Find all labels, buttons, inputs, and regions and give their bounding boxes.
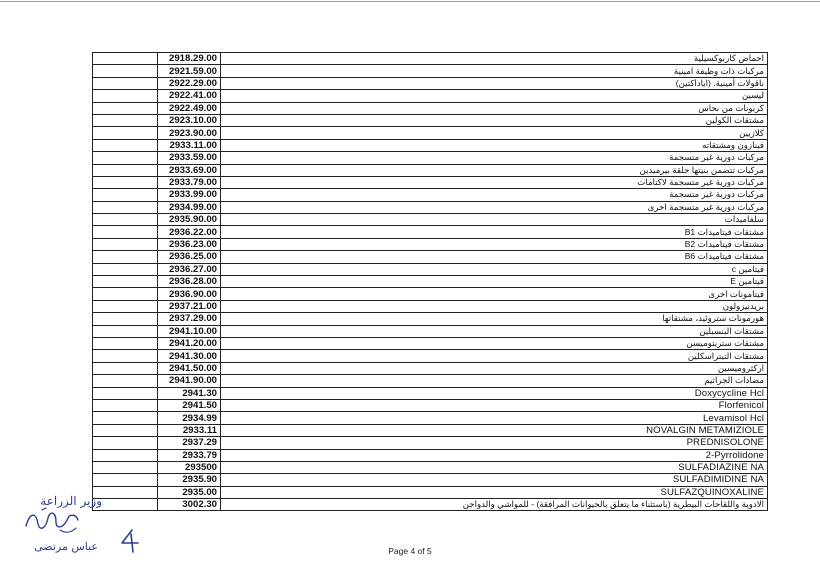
description-cell: مركبات دورية غير متسجمة: [221, 189, 768, 201]
table-row: [93, 325, 768, 337]
hs-code-cell: 2933.59.00: [158, 152, 221, 164]
hs-code-cell: 2941.90.00: [158, 375, 221, 387]
blank-cell: [93, 461, 158, 473]
hs-code-cell: 2941.30: [158, 387, 221, 399]
tariff-table-body: [93, 53, 768, 511]
blank-cell: [93, 127, 158, 139]
blank-cell: [93, 53, 158, 65]
blank-cell: [93, 424, 158, 436]
table-row: [93, 461, 768, 473]
hs-code-cell: 2935.90.00: [158, 214, 221, 226]
blank-cell: [93, 139, 158, 151]
blank-cell: [93, 238, 158, 250]
description-cell: Doxycycline Hcl: [221, 387, 768, 399]
blank-cell: [93, 437, 158, 449]
hs-code-cell: 2936.28.00: [158, 276, 221, 288]
description-cell: مشتقات ستربتوميسن: [221, 337, 768, 349]
hs-code-cell: 2936.27.00: [158, 263, 221, 275]
hs-code-cell: 2936.90.00: [158, 288, 221, 300]
hs-code-cell: 2934.99: [158, 412, 221, 424]
blank-cell: [93, 313, 158, 325]
hs-code-cell: 2933.79.00: [158, 176, 221, 188]
description-cell: SULFADIAZINE NA: [221, 461, 768, 473]
table-row: [93, 214, 768, 226]
table-row: [93, 201, 768, 213]
blank-cell: [93, 412, 158, 424]
blank-cell: [93, 375, 158, 387]
blank-cell: [93, 362, 158, 374]
hs-code-cell: 2923.90.00: [158, 127, 221, 139]
hs-code-cell: 2941.50: [158, 399, 221, 411]
description-cell: مشتقات الكولين: [221, 114, 768, 126]
table-row: [93, 387, 768, 399]
table-row: [93, 288, 768, 300]
description-cell: مشتقات فيتاميدات B2: [221, 238, 768, 250]
table-row: [93, 499, 768, 511]
table-row: [93, 375, 768, 387]
description-cell: سلفاميدات: [221, 214, 768, 226]
blank-cell: [93, 176, 158, 188]
description-cell: اركثروميسين: [221, 362, 768, 374]
hs-code-cell: 2933.11: [158, 424, 221, 436]
blank-cell: [93, 337, 158, 349]
table-row: [93, 449, 768, 461]
blank-cell: [93, 251, 158, 263]
description-cell: مركبات دورية غير متسجمة اخرى: [221, 201, 768, 213]
hs-code-cell: 2923.10.00: [158, 114, 221, 126]
description-cell: مركبات ذات وظيفة امينية: [221, 65, 768, 77]
description-cell: SULFADIMIDINE NA: [221, 474, 768, 486]
blank-cell: [93, 189, 158, 201]
top-rule: [0, 1, 820, 2]
blank-cell: [93, 77, 158, 89]
description-cell: مشتقات فيتاميدات B6: [221, 251, 768, 263]
blank-cell: [93, 387, 158, 399]
description-cell: فيتامين E: [221, 276, 768, 288]
description-cell: مشتقات فيتاميدات B1: [221, 226, 768, 238]
hs-code-cell: 2937.29.00: [158, 313, 221, 325]
table-row: [93, 474, 768, 486]
blank-cell: [93, 114, 158, 126]
table-row: [93, 114, 768, 126]
blank-cell: [93, 325, 158, 337]
description-cell: مركبات تتضمن بنيتها حلقة بيرميدين: [221, 164, 768, 176]
description-cell: مركبات دورية غير متسجمة لاكتامات: [221, 176, 768, 188]
table-row: [93, 362, 768, 374]
table-row: [93, 189, 768, 201]
table-row: [93, 238, 768, 250]
blank-cell: [93, 201, 158, 213]
table-row: [93, 424, 768, 436]
description-cell: بريدنيزولون: [221, 300, 768, 312]
hs-code-cell: 2937.29: [158, 437, 221, 449]
table-row: [93, 102, 768, 114]
hs-code-cell: 3002.30: [158, 499, 221, 511]
hs-code-cell: 2934.99.00: [158, 201, 221, 213]
hs-code-cell: 2933.69.00: [158, 164, 221, 176]
description-cell: SULFAZQUINOXALINE: [221, 486, 768, 498]
hs-code-cell: 2935.00: [158, 486, 221, 498]
description-cell: ليسين: [221, 90, 768, 102]
blank-cell: [93, 214, 158, 226]
description-cell: الادوية واللقاحات البيطرية (باستثناء ما يتعلق بالحيوانات المرافقة) - للمواشي والدواجن: [221, 499, 768, 511]
blank-cell: [93, 300, 158, 312]
table-row: [93, 127, 768, 139]
hs-code-cell: 2921.59.00: [158, 65, 221, 77]
table-row: [93, 164, 768, 176]
table-row: [93, 251, 768, 263]
description-cell: Levamisol Hcl: [221, 412, 768, 424]
description-cell: مشتقات البنسيلين: [221, 325, 768, 337]
description-cell: مضادات الجراثيم: [221, 375, 768, 387]
hs-code-cell: 2941.10.00: [158, 325, 221, 337]
hs-code-cell: 2933.11.00: [158, 139, 221, 151]
minister-signature: [8, 492, 108, 564]
hs-code-cell: 293500: [158, 461, 221, 473]
table-row: [93, 486, 768, 498]
hs-code-cell: 2941.50.00: [158, 362, 221, 374]
blank-cell: [93, 288, 158, 300]
blank-cell: [93, 152, 158, 164]
description-cell: كلازيين: [221, 127, 768, 139]
table-row: [93, 152, 768, 164]
signature-name: عباس مرتضى: [34, 540, 98, 553]
table-row: [93, 399, 768, 411]
hs-code-cell: 2922.29.00: [158, 77, 221, 89]
table-row: [93, 139, 768, 151]
table-row: [93, 412, 768, 424]
table-row: [93, 65, 768, 77]
table-row: [93, 176, 768, 188]
hs-code-cell: 2933.99.00: [158, 189, 221, 201]
table-row: [93, 313, 768, 325]
signature-title: وزير الزراعة: [40, 494, 102, 508]
table-row: [93, 53, 768, 65]
blank-cell: [93, 90, 158, 102]
hs-code-cell: 2937.21.00: [158, 300, 221, 312]
description-cell: Florfenicol: [221, 399, 768, 411]
table-row: [93, 77, 768, 89]
blank-cell: [93, 276, 158, 288]
description-cell: مشتقات التيتراسكلين: [221, 350, 768, 362]
description-cell: PREDNISOLONE: [221, 437, 768, 449]
description-cell: فينازون ومشتقاته: [221, 139, 768, 151]
description-cell: احماض كاربوكسيلية: [221, 53, 768, 65]
blank-cell: [93, 399, 158, 411]
description-cell: هورمونات ستروئيد، مشتقاتها: [221, 313, 768, 325]
table-row: [93, 437, 768, 449]
handwritten-signature-icon: [22, 506, 82, 536]
hs-code-cell: 2936.22.00: [158, 226, 221, 238]
table-row: [93, 263, 768, 275]
hs-code-cell: 2922.41.00: [158, 90, 221, 102]
tariff-table: [92, 52, 768, 511]
blank-cell: [93, 164, 158, 176]
hs-code-cell: 2941.30.00: [158, 350, 221, 362]
hs-code-cell: 2936.25.00: [158, 251, 221, 263]
blank-cell: [93, 263, 158, 275]
handwritten-page-mark-icon: [116, 528, 144, 554]
blank-cell: [93, 102, 158, 114]
hs-code-cell: 2918.29.00: [158, 53, 221, 65]
table-row: [93, 276, 768, 288]
blank-cell: [93, 449, 158, 461]
table-row: [93, 90, 768, 102]
hs-code-cell: 2936.23.00: [158, 238, 221, 250]
description-cell: فيتامين c: [221, 263, 768, 275]
blank-cell: [93, 65, 158, 77]
description-cell: ناقولات أمينية. (اياداكتين): [221, 77, 768, 89]
description-cell: مركبات دورية غير متسجمة: [221, 152, 768, 164]
page-number: Page 4 of 5: [388, 546, 432, 556]
table-row: [93, 337, 768, 349]
hs-code-cell: 2941.20.00: [158, 337, 221, 349]
table-row: [93, 350, 768, 362]
description-cell: فيتامونات اخرى: [221, 288, 768, 300]
hs-code-cell: 2935.90: [158, 474, 221, 486]
table-row: [93, 226, 768, 238]
blank-cell: [93, 226, 158, 238]
hs-code-cell: 2933.79: [158, 449, 221, 461]
table-row: [93, 300, 768, 312]
description-cell: كربونات من نحاس: [221, 102, 768, 114]
description-cell: 2-Pyrrolidone: [221, 449, 768, 461]
hs-code-cell: 2922.49.00: [158, 102, 221, 114]
blank-cell: [93, 350, 158, 362]
description-cell: NOVALGIN METAMIZIOLE: [221, 424, 768, 436]
blank-cell: [93, 474, 158, 486]
